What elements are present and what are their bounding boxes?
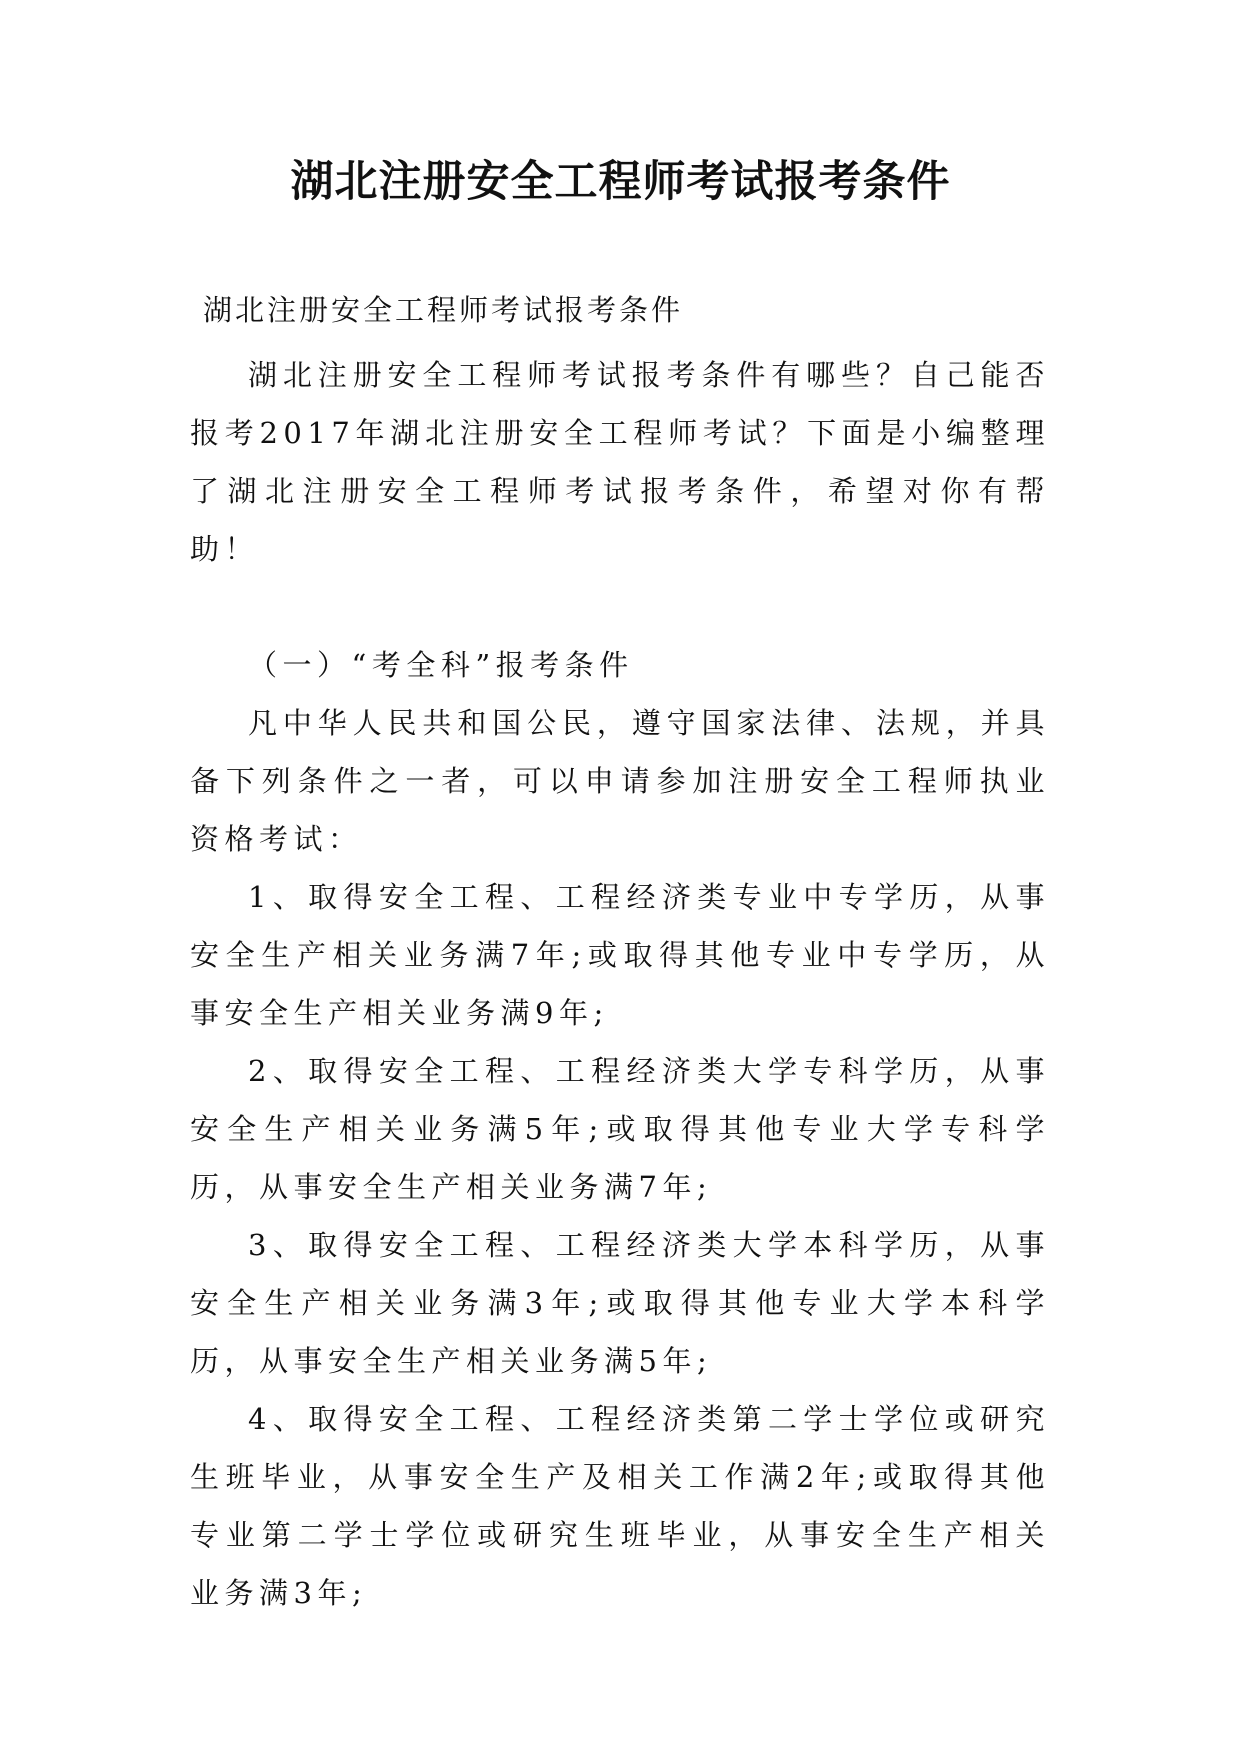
list-item: 3、取得安全工程、工程经济类大学本科学历，从事安全生产相关业务满3年;或取得其他专业大学本科学历，从事安全生产相关业务满5年; (190, 1228, 1050, 1378)
section-heading: （一）“考全科”报考条件 (248, 648, 634, 682)
list-item: 1、取得安全工程、工程经济类专业中专学历，从事安全生产相关业务满7年;或取得其他专业中专学历，从事安全生产相关业务满9年; (190, 880, 1050, 1030)
document-body (190, 346, 1050, 1622)
list-item: 2、取得安全工程、工程经济类大学专科学历，从事安全生产相关业务满5年;或取得其他专业大学专科学历，从事安全生产相关业务满7年; (190, 1054, 1050, 1204)
lead-paragraph: 凡中华人民共和国公民，遵守国家法律、法规，并具备下列条件之一者，可以申请参加注册安全工程师执业资格考试： (190, 706, 1050, 856)
list-item: 4、取得安全工程、工程经济类第二学士学位或研究生班毕业，从事安全生产及相关工作满2年;或取得其他专业第二学士学位或研究生班毕业，从事安全生产相关业务满3年; (190, 1402, 1050, 1610)
document-subtitle: 湖北注册安全工程师考试报考条件 (203, 293, 684, 327)
intro-paragraph: 湖北注册安全工程师考试报考条件有哪些？自己能否报考2017年湖北注册安全工程师考试？下面是小编整理了湖北注册安全工程师考试报考条件，希望对你有帮助！ (190, 358, 1050, 566)
document-title: 湖北注册安全工程师考试报考条件 (290, 157, 951, 207)
